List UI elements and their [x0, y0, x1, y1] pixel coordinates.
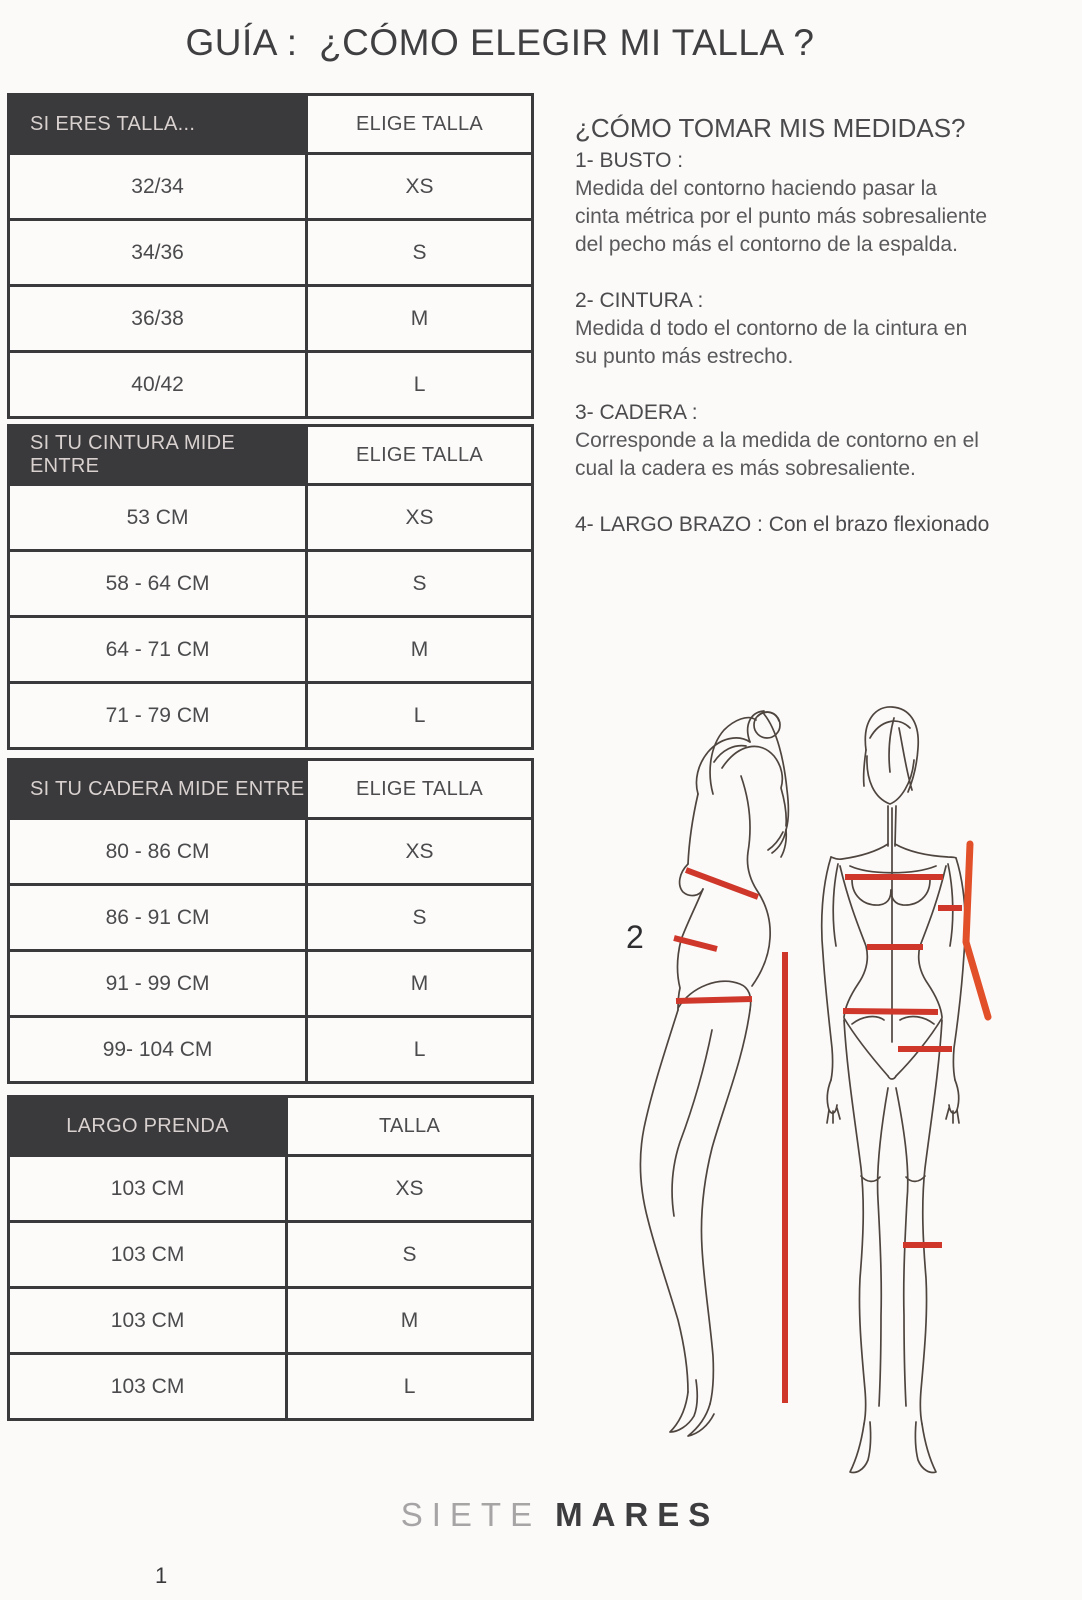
header-cell-condition: SI ERES TALLA...	[9, 95, 307, 154]
table-row	[9, 352, 533, 418]
table-row	[9, 885, 533, 951]
cell-size: L	[307, 352, 533, 418]
brand-word-mares: MARES	[555, 1496, 720, 1533]
cell-measure: 91 - 99 CM	[9, 951, 307, 1017]
cell-measure: 103 CM	[9, 1288, 287, 1354]
cell-measure: 40/42	[9, 352, 307, 418]
table-row	[9, 1354, 533, 1420]
page-title: GUÍA : ¿CÓMO ELEGIR MI TALLA ?	[185, 22, 815, 63]
table-header-row	[9, 426, 533, 485]
cell-size: S	[307, 220, 533, 286]
cell-measure: 86 - 91 CM	[9, 885, 307, 951]
cell-measure: 99- 104 CM	[9, 1017, 307, 1083]
size-table-waist	[7, 424, 534, 750]
header-cell-condition: SI TU CINTURA MIDE ENTRE	[9, 426, 307, 485]
cell-measure: 53 CM	[9, 485, 307, 551]
cell-size: S	[307, 551, 533, 617]
brand-logo	[0, 1496, 1082, 1534]
cell-measure: 103 CM	[9, 1156, 287, 1222]
cell-size: XS	[307, 485, 533, 551]
table-row	[9, 154, 533, 220]
left-figure-sketch	[641, 711, 789, 1436]
cell-size: M	[307, 286, 533, 352]
cell-size: XS	[307, 154, 533, 220]
table-row	[9, 220, 533, 286]
header-cell-size: ELIGE TALLA	[307, 426, 533, 485]
cell-size: S	[307, 885, 533, 951]
header-cell-size: TALLA	[287, 1097, 533, 1156]
instruction-cadera	[575, 399, 1055, 483]
instruction-line: Medida d todo el contorno de la cintura en	[575, 317, 968, 340]
table-row	[9, 1156, 533, 1222]
arm-length-measure-line	[966, 844, 988, 1017]
cell-measure: 103 CM	[9, 1222, 287, 1288]
header-cell-condition: LARGO PRENDA	[9, 1097, 287, 1156]
instruction-cintura	[575, 287, 1055, 371]
cell-measure: 71 - 79 CM	[9, 683, 307, 749]
measuring-instructions	[575, 112, 1055, 539]
header-cell-condition: SI TU CADERA MIDE ENTRE	[9, 760, 307, 819]
side-bust-measure-line	[686, 870, 758, 897]
croquis-sketch	[600, 680, 1040, 1510]
table-header-row	[9, 1097, 533, 1156]
instructions-heading: ¿CÓMO TOMAR MIS MEDIDAS?	[575, 113, 966, 143]
page-number: 1	[155, 1563, 168, 1588]
instruction-label: 1- BUSTO :	[575, 149, 684, 172]
cell-size: M	[307, 617, 533, 683]
table-row	[9, 951, 533, 1017]
table-header-row	[9, 95, 533, 154]
cell-measure: 34/36	[9, 220, 307, 286]
cell-measure: 80 - 86 CM	[9, 819, 307, 885]
front-hip-measure-line	[843, 1011, 938, 1012]
cell-measure: 103 CM	[9, 1354, 287, 1420]
table-row	[9, 1017, 533, 1083]
measurement-lines	[674, 870, 962, 1403]
table-header-row	[9, 760, 533, 819]
brand-word-siete: SIETE	[400, 1496, 542, 1533]
cell-measure: 32/34	[9, 154, 307, 220]
table-row	[9, 286, 533, 352]
cell-measure: 58 - 64 CM	[9, 551, 307, 617]
cell-size: M	[287, 1288, 533, 1354]
table-row	[9, 1288, 533, 1354]
body-sketch-lines	[641, 707, 966, 1473]
instruction-busto	[575, 147, 1055, 259]
cell-size: M	[307, 951, 533, 1017]
instruction-line: su punto más estrecho.	[575, 345, 794, 368]
table-row	[9, 819, 533, 885]
cell-size: S	[287, 1222, 533, 1288]
instruction-line: cual la cadera es más sobresaliente.	[575, 457, 916, 480]
instruction-label: 2- CINTURA :	[575, 289, 704, 312]
measurement-figure-illustration	[600, 680, 1040, 1510]
table-row	[9, 683, 533, 749]
size-table-garment-length	[7, 1095, 534, 1421]
instruction-label: 4- LARGO BRAZO : Con el brazo flexionado	[575, 513, 990, 536]
table-row	[9, 1222, 533, 1288]
right-figure-sketch	[822, 707, 966, 1473]
cell-measure: 64 - 71 CM	[9, 617, 307, 683]
cell-size: L	[287, 1354, 533, 1420]
side-hip-measure-line	[676, 999, 752, 1001]
table-row	[9, 485, 533, 551]
size-table-dress	[7, 93, 534, 419]
cell-size: XS	[287, 1156, 533, 1222]
size-table-hip	[7, 758, 534, 1084]
table-row	[9, 551, 533, 617]
header-cell-size: ELIGE TALLA	[307, 95, 533, 154]
instruction-label: 3- CADERA :	[575, 401, 698, 424]
cell-measure: 36/38	[9, 286, 307, 352]
instruction-line: Corresponde a la medida de contorno en el	[575, 429, 979, 452]
waist-number-label: 2	[626, 919, 644, 955]
cell-size: L	[307, 683, 533, 749]
table-row	[9, 617, 533, 683]
cell-size: XS	[307, 819, 533, 885]
instruction-line: del pecho más el contorno de la espalda.	[575, 233, 958, 256]
instruction-line: cinta métrica por el punto más sobresaliente	[575, 205, 988, 228]
instruction-largo-brazo	[575, 511, 1055, 539]
header-cell-size: ELIGE TALLA	[307, 760, 533, 819]
cell-size: L	[307, 1017, 533, 1083]
instruction-line: Medida del contorno haciendo pasar la	[575, 177, 937, 200]
